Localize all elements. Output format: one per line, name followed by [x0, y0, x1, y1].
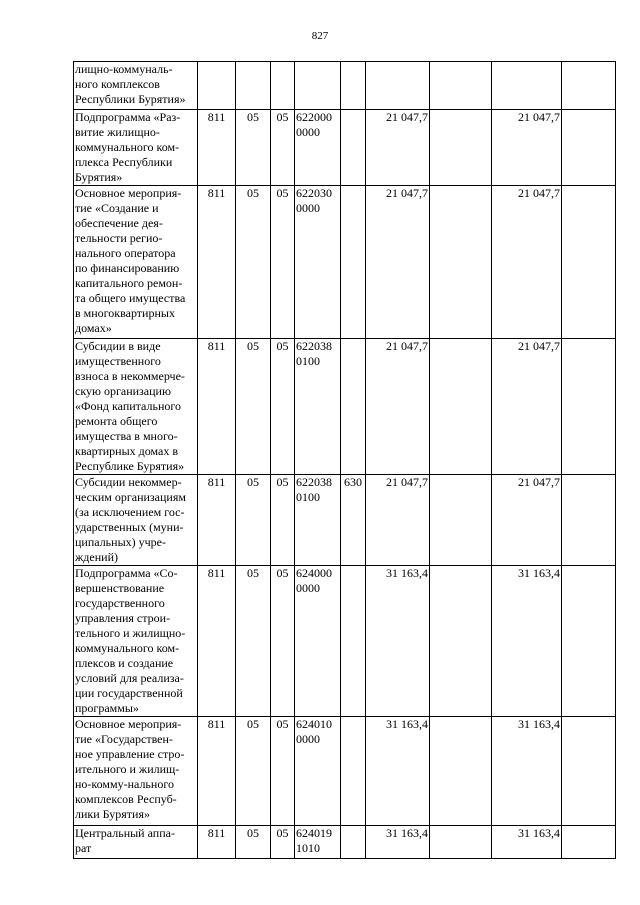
amount-2 — [430, 110, 492, 186]
amount-1: 21 047,7 — [366, 110, 430, 186]
target-code: 622030 0000 — [295, 186, 341, 339]
row-name: Центральный аппа- рат — [74, 826, 198, 859]
section-code: 05 — [236, 717, 271, 826]
section-code: 05 — [236, 566, 271, 717]
amount-4 — [562, 62, 616, 110]
expense-type-code — [341, 339, 366, 475]
page-number: 827 — [311, 30, 329, 42]
subsection-code: 05 — [271, 186, 295, 339]
amount-4 — [562, 186, 616, 339]
amount-2 — [430, 475, 492, 566]
subsection-code: 05 — [271, 566, 295, 717]
section-code: 05 — [236, 110, 271, 186]
ministry-code: 811 — [198, 475, 236, 566]
table-row — [74, 339, 616, 475]
amount-2 — [430, 566, 492, 717]
table-row — [74, 826, 616, 859]
subsection-code: 05 — [271, 339, 295, 475]
row-name: Субсидии некоммер- ческим организациям (за исключением гос- ударственных (муни- ципальных) учре- ждений) — [74, 475, 198, 566]
budget-table — [73, 61, 616, 859]
expense-type-code — [341, 566, 366, 717]
row-name: Субсидии в виде имущественного взноса в некоммерче- скую организацию «Фонд капитального ремонта общего имущества в много- квартирных домах в Республике Бурятия» — [74, 339, 198, 475]
target-code — [295, 62, 341, 110]
amount-3: 31 163,4 — [492, 717, 562, 826]
expense-type-code: 630 — [341, 475, 366, 566]
ministry-code: 811 — [198, 717, 236, 826]
target-code: 622038 0100 — [295, 475, 341, 566]
table-row — [74, 110, 616, 186]
table-row — [74, 186, 616, 339]
amount-4 — [562, 339, 616, 475]
ministry-code: 811 — [198, 186, 236, 339]
ministry-code — [198, 62, 236, 110]
expense-type-code — [341, 62, 366, 110]
section-code: 05 — [236, 475, 271, 566]
amount-2 — [430, 186, 492, 339]
ministry-code: 811 — [198, 566, 236, 717]
amount-3: 21 047,7 — [492, 186, 562, 339]
amount-4 — [562, 566, 616, 717]
amount-1: 31 163,4 — [366, 566, 430, 717]
expense-type-code — [341, 717, 366, 826]
table-row — [74, 62, 616, 110]
amount-4 — [562, 826, 616, 859]
section-code — [236, 62, 271, 110]
row-name: Основное мероприя- тие «Государствен- ное управление стро- ительного и жилищ- но-комму-нального комплексов Респуб- лики Бурятия» — [74, 717, 198, 826]
amount-3: 31 163,4 — [492, 826, 562, 859]
amount-3: 21 047,7 — [492, 339, 562, 475]
ministry-code: 811 — [198, 826, 236, 859]
target-code: 622000 0000 — [295, 110, 341, 186]
row-name: лищно-коммуналь- ного комплексов Республики Бурятия» — [74, 62, 198, 110]
section-code: 05 — [236, 826, 271, 859]
amount-2 — [430, 339, 492, 475]
amount-3: 31 163,4 — [492, 566, 562, 717]
expense-type-code — [341, 826, 366, 859]
table-row — [74, 566, 616, 717]
target-code: 622038 0100 — [295, 339, 341, 475]
amount-2 — [430, 717, 492, 826]
expense-type-code — [341, 186, 366, 339]
row-name: Подпрограмма «Со- вершенствование государственного управления строи- тельного и жилищно- коммунального ком- плексов и создание условий для реализа- ции государственной программы» — [74, 566, 198, 717]
target-code: 624010 0000 — [295, 717, 341, 826]
expense-type-code — [341, 110, 366, 186]
subsection-code: 05 — [271, 717, 295, 826]
amount-1: 21 047,7 — [366, 475, 430, 566]
amount-4 — [562, 110, 616, 186]
amount-3: 21 047,7 — [492, 475, 562, 566]
ministry-code: 811 — [198, 339, 236, 475]
amount-1: 31 163,4 — [366, 717, 430, 826]
amount-1: 21 047,7 — [366, 339, 430, 475]
subsection-code — [271, 62, 295, 110]
amount-1: 21 047,7 — [366, 186, 430, 339]
amount-2 — [430, 826, 492, 859]
amount-1: 31 163,4 — [366, 826, 430, 859]
table-row — [74, 717, 616, 826]
row-name: Подпрограмма «Раз- витие жилищно- коммунального ком- плекса Республики Бурятия» — [74, 110, 198, 186]
amount-4 — [562, 475, 616, 566]
amount-1 — [366, 62, 430, 110]
amount-4 — [562, 717, 616, 826]
section-code: 05 — [236, 186, 271, 339]
amount-3: 21 047,7 — [492, 110, 562, 186]
subsection-code: 05 — [271, 826, 295, 859]
target-code: 624019 1010 — [295, 826, 341, 859]
ministry-code: 811 — [198, 110, 236, 186]
table-row — [74, 475, 616, 566]
amount-3 — [492, 62, 562, 110]
subsection-code: 05 — [271, 475, 295, 566]
subsection-code: 05 — [271, 110, 295, 186]
section-code: 05 — [236, 339, 271, 475]
row-name: Основное мероприя- тие «Создание и обеспечение дея- тельности регио- нального оператора по финансированию капитального ремон- та общего имущества в многоквартирных домах» — [74, 186, 198, 339]
target-code: 624000 0000 — [295, 566, 341, 717]
amount-2 — [430, 62, 492, 110]
